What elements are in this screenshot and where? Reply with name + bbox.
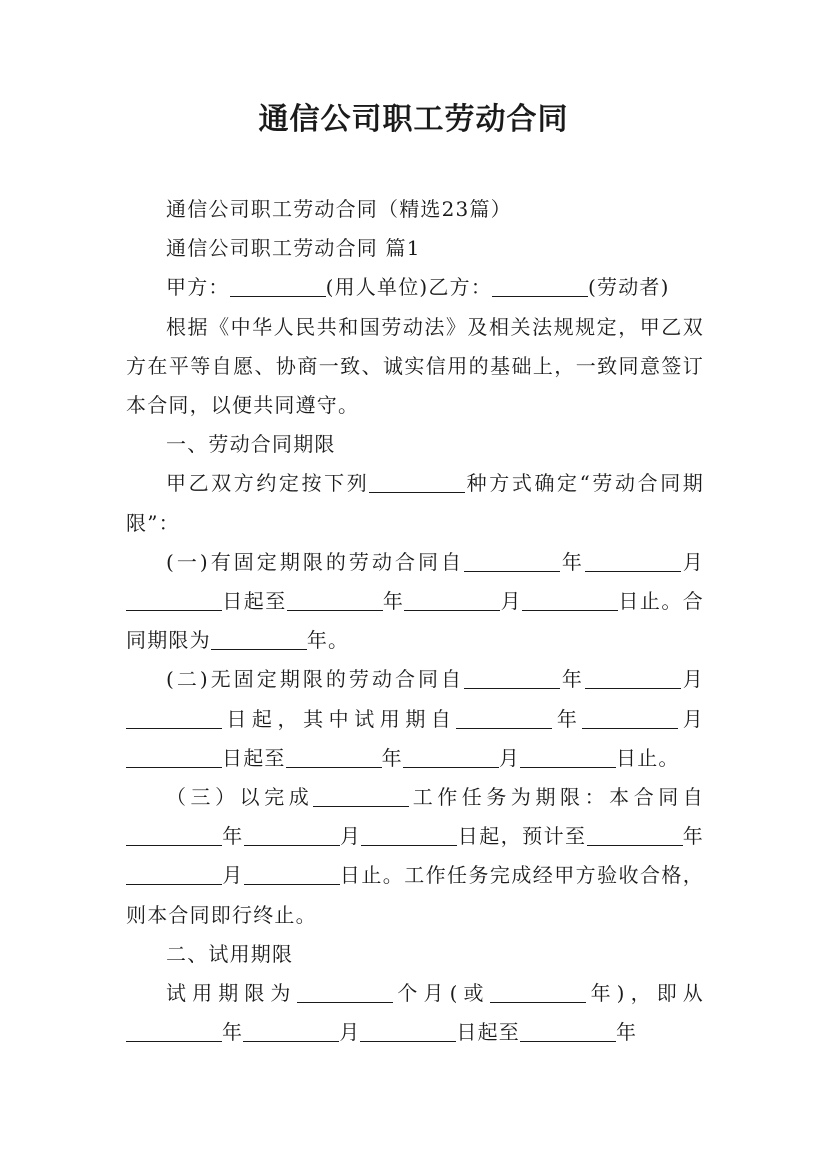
text-run: 日起至 <box>456 1020 521 1045</box>
blank-line <box>313 785 409 807</box>
text-run: (劳动者) <box>588 275 670 300</box>
text-run: (一)有固定期限的劳动合同自 <box>166 549 465 574</box>
blank-line <box>522 589 618 611</box>
blank-line <box>243 1020 339 1042</box>
blank-line <box>126 1020 222 1042</box>
text-run: 一、劳动合同期限 <box>166 432 336 457</box>
blank-line <box>126 746 222 768</box>
text-run: 年)，即从 <box>585 981 705 1006</box>
text-run: 年 <box>560 667 585 692</box>
blank-line <box>456 707 552 729</box>
text-run: 日起至 <box>222 745 286 770</box>
blank-line <box>520 1020 616 1042</box>
text-run: 通信公司职工劳动合同 篇1 <box>166 236 421 261</box>
text-run: (二)无固定期限的劳动合同自 <box>166 667 465 692</box>
text-run: 月 <box>680 667 705 692</box>
blank-line <box>244 863 340 885</box>
document-title: 通信公司职工劳动合同 <box>258 102 569 137</box>
paragraph-task-term <box>126 778 704 935</box>
text-run: 年 <box>381 745 403 770</box>
paragraph-heading-probation <box>126 935 704 974</box>
blank-line <box>492 275 588 297</box>
text-run: 年 <box>552 706 583 731</box>
blank-line <box>403 746 499 768</box>
text-run: 甲乙双方约定按下列 <box>166 471 370 496</box>
blank-line <box>287 589 383 611</box>
blank-line <box>361 824 457 846</box>
blank-line <box>585 550 681 572</box>
blank-line <box>464 667 560 689</box>
blank-line <box>520 746 616 768</box>
paragraph-probation-term <box>126 974 704 1052</box>
text-run: 个月(或 <box>392 981 490 1006</box>
paragraph-parties <box>126 268 704 307</box>
document-body <box>126 190 704 1052</box>
paragraph-fixed-term <box>126 543 704 661</box>
text-run: 月 <box>680 549 705 574</box>
text-run: 日起，预计至 <box>457 824 587 849</box>
text-run: 年 <box>222 1020 244 1045</box>
text-run: 日起至 <box>222 589 287 614</box>
blank-line <box>211 628 307 650</box>
text-run: 年 <box>382 589 405 614</box>
blank-line <box>585 667 681 689</box>
blank-line <box>369 471 465 493</box>
text-run: 月 <box>498 745 521 770</box>
text-run: 年 <box>560 549 585 574</box>
text-run: 日止。工作任务完成经甲方验收合格，则本合同即行终止。 <box>126 863 705 927</box>
text-run: 试用期限为 <box>166 981 297 1006</box>
blank-line <box>126 863 222 885</box>
text-run: 月 <box>500 589 523 614</box>
blank-line <box>126 707 222 729</box>
text-run: 通信公司职工劳动合同（精选23篇） <box>166 197 512 221</box>
paragraph-section-heading <box>126 229 704 268</box>
blank-line <box>126 589 222 611</box>
text-run: 二、试用期限 <box>166 941 294 966</box>
paragraph-subtitle <box>126 190 704 229</box>
blank-line <box>464 550 560 572</box>
text-run: 年。 <box>306 628 350 653</box>
blank-line <box>244 824 340 846</box>
blank-line <box>297 981 393 1003</box>
text-run: 月 <box>678 706 704 731</box>
text-run: 年 <box>222 824 244 849</box>
paragraph-preamble <box>126 308 704 426</box>
paragraph-term-method <box>126 464 704 542</box>
text-run: 根据《中华人民共和国劳动法》及相关法规规定，甲乙双方在平等自愿、协商一致、诚实信用的基础上，一致同意签订本合同，以便共同遵守。 <box>126 314 704 418</box>
text-run: 年 <box>616 1020 638 1045</box>
paragraph-heading-term <box>126 425 704 464</box>
text-run: 日止。合同期限为 <box>126 589 704 653</box>
text-run: 甲方： <box>166 275 230 300</box>
blank-line <box>587 824 683 846</box>
blank-line <box>490 981 586 1003</box>
text-run: 日止。 <box>616 745 680 770</box>
blank-line <box>126 824 222 846</box>
blank-line <box>230 275 326 297</box>
text-run: 月 <box>339 824 362 849</box>
paragraph-open-term <box>126 660 704 778</box>
text-run: 年 <box>682 824 704 849</box>
blank-line <box>404 589 500 611</box>
text-run: (用人单位)乙方： <box>325 275 493 300</box>
text-run: 日起，其中试用期自 <box>222 706 457 731</box>
text-run: （三）以完成 <box>166 785 314 810</box>
text-run: 种方式确定“劳动合同期限”： <box>126 471 704 535</box>
blank-line <box>360 1020 456 1042</box>
text-run: 月 <box>222 863 244 888</box>
text-run: 月 <box>339 1020 361 1045</box>
text-run: 工作任务为期限：本合同自 <box>409 785 705 810</box>
blank-line <box>286 746 382 768</box>
blank-line <box>582 707 678 729</box>
